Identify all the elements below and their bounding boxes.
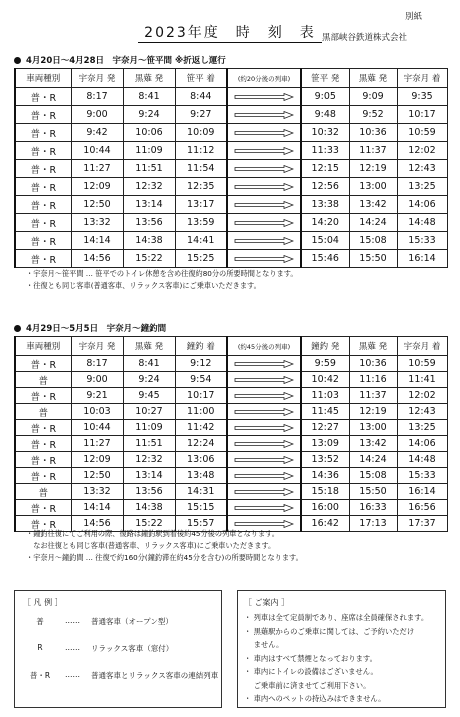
timetable-section1 (14, 68, 448, 268)
time-cell: 13:52 (301, 452, 349, 468)
time-cell: 15:50 (349, 250, 397, 268)
time-cell: 9:48 (301, 106, 349, 124)
column-header: 笹平 発 (301, 69, 349, 88)
time-cell: 9:21 (71, 388, 123, 404)
time-cell: 13:25 (397, 420, 447, 436)
car-type-cell: 普・R (15, 178, 71, 196)
arrow-cell (227, 468, 301, 484)
page-title: 2023年度 時 刻 表 (0, 22, 460, 42)
time-cell: 15:33 (397, 232, 447, 250)
legend-dots: …… (65, 643, 80, 652)
time-cell: 8:17 (71, 88, 123, 106)
time-cell: 11:51 (123, 436, 175, 452)
section1-heading: 4月20日～4月28日 宇奈月～笹平間 ※折返し運行 (14, 54, 226, 66)
time-cell: 15:15 (175, 500, 227, 516)
car-type-cell: 普 (15, 404, 71, 420)
arrow-right-icon (234, 219, 294, 227)
time-cell: 16:14 (397, 250, 447, 268)
legend-dots: …… (65, 616, 80, 625)
arrow-right-icon (234, 488, 294, 496)
time-cell: 9:42 (71, 124, 123, 142)
note-line: ・鐘釣往復にてご利用の際、復路は鐘釣駅到着後約45分後の列車となります。 (26, 529, 279, 538)
legend-title: ［ 凡 例 ］ (23, 598, 63, 607)
column-header: 宇奈月 着 (397, 337, 447, 356)
time-cell: 8:41 (123, 356, 175, 372)
time-cell: 16:14 (397, 484, 447, 500)
time-cell: 14:31 (175, 484, 227, 500)
time-cell: 13:32 (71, 484, 123, 500)
car-type-cell: 普・R (15, 214, 71, 232)
legend-desc: リラックス客車（窓付） (91, 644, 174, 653)
column-header: 車両種別 (15, 69, 71, 88)
section2-notes (26, 528, 446, 564)
time-cell: 9:00 (71, 372, 123, 388)
car-type-cell: 普・R (15, 356, 71, 372)
table-row (15, 356, 447, 372)
legend-box (14, 590, 222, 708)
time-cell: 12:27 (301, 420, 349, 436)
legend-desc: 普通客車（オープン型） (91, 617, 173, 626)
arrow-right-icon (234, 129, 294, 137)
table-row (15, 88, 447, 106)
car-type-cell: 普・R (15, 420, 71, 436)
guide-item: ・ 車内へのペットの持込みはできません。 (244, 694, 386, 703)
time-cell: 10:27 (123, 404, 175, 420)
column-header: 黒薙 発 (123, 337, 175, 356)
time-cell: 10:03 (71, 404, 123, 420)
interval-note-header: (約20分後の列車) (227, 69, 301, 88)
time-cell: 12:15 (301, 160, 349, 178)
table-row (15, 106, 447, 124)
car-type-cell: 普・R (15, 452, 71, 468)
time-cell: 14:56 (71, 250, 123, 268)
arrow-cell (227, 88, 301, 106)
time-cell: 11:27 (71, 436, 123, 452)
arrow-right-icon (234, 440, 294, 448)
table-row (15, 178, 447, 196)
arrow-cell (227, 404, 301, 420)
arrow-right-icon (234, 183, 294, 191)
time-cell: 13:17 (175, 196, 227, 214)
time-cell: 9:45 (123, 388, 175, 404)
time-cell: 11:54 (175, 160, 227, 178)
arrow-cell (227, 124, 301, 142)
table-row (15, 250, 447, 268)
arrow-cell (227, 356, 301, 372)
time-cell: 11:45 (301, 404, 349, 420)
time-cell: 8:41 (123, 88, 175, 106)
table-row (15, 468, 447, 484)
time-cell: 12:24 (175, 436, 227, 452)
arrow-right-icon (234, 201, 294, 209)
time-cell: 13:25 (397, 178, 447, 196)
time-cell: 15:04 (301, 232, 349, 250)
car-type-cell: 普・R (15, 516, 71, 532)
table-row (15, 436, 447, 452)
arrow-cell (227, 484, 301, 500)
arrow-cell (227, 452, 301, 468)
car-type-cell: 普・R (15, 468, 71, 484)
car-type-cell: 普・R (15, 142, 71, 160)
time-cell: 17:37 (397, 516, 447, 532)
interval-note-header: (約45分後の列車) (227, 337, 301, 356)
arrow-right-icon (234, 147, 294, 155)
time-cell: 15:08 (349, 468, 397, 484)
time-cell: 10:44 (71, 420, 123, 436)
column-header: 笹平 着 (175, 69, 227, 88)
arrow-right-icon (234, 376, 294, 384)
time-cell: 11:27 (71, 160, 123, 178)
arrow-cell (227, 420, 301, 436)
time-cell: 9:12 (175, 356, 227, 372)
time-cell: 15:57 (175, 516, 227, 532)
time-cell: 10:36 (349, 124, 397, 142)
table-row (15, 196, 447, 214)
arrow-cell (227, 500, 301, 516)
time-cell: 10:36 (349, 356, 397, 372)
time-cell: 9:54 (175, 372, 227, 388)
time-cell: 14:38 (123, 232, 175, 250)
car-type-cell: 普・R (15, 88, 71, 106)
guide-item: ません。 (244, 640, 284, 649)
time-cell: 13:42 (349, 196, 397, 214)
time-cell: 12:50 (71, 196, 123, 214)
column-header: 黒薙 発 (349, 337, 397, 356)
time-cell: 9:35 (397, 88, 447, 106)
time-cell: 9:09 (349, 88, 397, 106)
car-type-cell: 普・R (15, 436, 71, 452)
column-header: 宇奈月 着 (397, 69, 447, 88)
time-cell: 15:50 (349, 484, 397, 500)
time-cell: 9:05 (301, 88, 349, 106)
time-cell: 14:41 (175, 232, 227, 250)
time-cell: 14:48 (397, 214, 447, 232)
table-row (15, 160, 447, 178)
time-cell: 10:42 (301, 372, 349, 388)
section2-heading: 4月29日～5月5日 宇奈月～鐘釣間 (14, 322, 166, 334)
note-line: ・往復とも同じ客車(普通客車、リラックス客車)にご乗車いただきます。 (26, 281, 261, 290)
car-type-cell: 普 (15, 372, 71, 388)
table-row (15, 214, 447, 232)
car-type-cell: 普・R (15, 500, 71, 516)
time-cell: 14:56 (71, 516, 123, 532)
car-type-cell: 普・R (15, 232, 71, 250)
time-cell: 13:14 (123, 468, 175, 484)
arrow-cell (227, 250, 301, 268)
legend-dots: …… (65, 670, 80, 679)
time-cell: 11:42 (175, 420, 227, 436)
time-cell: 13:56 (123, 484, 175, 500)
time-cell: 15:08 (349, 232, 397, 250)
arrow-right-icon (234, 165, 294, 173)
time-cell: 14:20 (301, 214, 349, 232)
car-type-cell: 普・R (15, 250, 71, 268)
time-cell: 14:06 (397, 436, 447, 452)
time-cell: 12:09 (71, 452, 123, 468)
arrow-right-icon (234, 456, 294, 464)
time-cell: 10:17 (397, 106, 447, 124)
arrow-right-icon (234, 93, 294, 101)
column-header: 黒薙 発 (349, 69, 397, 88)
car-type-cell: 普・R (15, 106, 71, 124)
time-cell: 10:17 (175, 388, 227, 404)
guide-list (244, 611, 428, 706)
time-cell: 8:44 (175, 88, 227, 106)
arrow-cell (227, 372, 301, 388)
car-type-cell: 普 (15, 484, 71, 500)
time-cell: 12:32 (123, 452, 175, 468)
table-row (15, 388, 447, 404)
section1-notes (26, 268, 446, 292)
guide-item: ・ 列車は全て定員制であり、座席は全員確保されます。 (244, 613, 429, 622)
time-cell: 13:32 (71, 214, 123, 232)
time-cell: 11:37 (349, 142, 397, 160)
legend-code: 普・R (29, 671, 51, 680)
time-cell: 14:24 (349, 452, 397, 468)
note-line: ・宇奈月～鐘釣間 … 往復で約160分(鐘釣滞在約45分を含む)の所要時間となります。 (26, 553, 303, 562)
time-cell: 15:18 (301, 484, 349, 500)
time-cell: 15:22 (123, 250, 175, 268)
time-cell: 15:33 (397, 468, 447, 484)
time-cell: 14:38 (123, 500, 175, 516)
guide-item: ・ 黒薙駅からのご乗車に関しては、ご予約いただけ (244, 626, 415, 636)
arrow-right-icon (234, 237, 294, 245)
time-cell: 13:00 (349, 420, 397, 436)
arrow-cell (227, 214, 301, 232)
car-type-cell: 普・R (15, 196, 71, 214)
arrow-cell (227, 178, 301, 196)
time-cell: 11:09 (123, 142, 175, 160)
time-cell: 10:06 (123, 124, 175, 142)
time-cell: 14:48 (397, 452, 447, 468)
car-type-cell: 普・R (15, 124, 71, 142)
arrow-cell (227, 142, 301, 160)
table-row (15, 404, 447, 420)
time-cell: 14:14 (71, 500, 123, 516)
time-cell: 12:02 (397, 142, 447, 160)
time-cell: 13:42 (349, 436, 397, 452)
time-cell: 9:24 (123, 106, 175, 124)
table-row (15, 372, 447, 388)
table-row (15, 124, 447, 142)
arrow-cell (227, 436, 301, 452)
time-cell: 15:22 (123, 516, 175, 532)
arrow-cell (227, 196, 301, 214)
time-cell: 11:51 (123, 160, 175, 178)
time-cell: 11:03 (301, 388, 349, 404)
legend-desc: 普通客車とリラックス客車の連結列車 (91, 671, 219, 680)
arrow-right-icon (234, 504, 294, 512)
time-cell: 13:59 (175, 214, 227, 232)
time-cell: 9:52 (349, 106, 397, 124)
note-line: ・宇奈月～笹平間 … 笹平でのトイレ休憩を含め往復約80分の所要時間となります。 (26, 269, 298, 278)
arrow-right-icon (234, 255, 294, 263)
time-cell: 12:50 (71, 468, 123, 484)
legend-code: R (37, 643, 43, 652)
time-cell: 11:41 (397, 372, 447, 388)
time-cell: 12:35 (175, 178, 227, 196)
column-header: 宇奈月 発 (71, 69, 123, 88)
column-header: 車両種別 (15, 337, 71, 356)
column-header: 黒薙 発 (123, 69, 175, 88)
time-cell: 11:16 (349, 372, 397, 388)
appendix-label: 別紙 (405, 12, 423, 22)
guide-item: ご乗車前に済ませてご利用下さい。 (244, 680, 371, 690)
time-cell: 14:24 (349, 214, 397, 232)
company-name: 黒部峡谷鉄道株式会社 (322, 33, 408, 43)
time-cell: 10:09 (175, 124, 227, 142)
time-cell: 14:06 (397, 196, 447, 214)
table-row (15, 420, 447, 436)
arrow-right-icon (234, 520, 294, 528)
time-cell: 12:43 (397, 404, 447, 420)
time-cell: 13:00 (349, 178, 397, 196)
table-row (15, 232, 447, 250)
time-cell: 12:19 (349, 160, 397, 178)
time-cell: 13:06 (175, 452, 227, 468)
time-cell: 15:46 (301, 250, 349, 268)
time-cell: 12:09 (71, 178, 123, 196)
time-cell: 16:56 (397, 500, 447, 516)
guide-title: ［ ご案内 ］ (244, 598, 290, 607)
car-type-cell: 普・R (15, 388, 71, 404)
time-cell: 13:48 (175, 468, 227, 484)
arrow-right-icon (234, 392, 294, 400)
time-cell: 10:59 (397, 124, 447, 142)
note-line: なお往復とも同じ客車(普通客車、リラックス客車)にご乗車いただきます。 (26, 541, 276, 550)
time-cell: 17:13 (349, 516, 397, 532)
column-header: 宇奈月 発 (71, 337, 123, 356)
arrow-right-icon (234, 111, 294, 119)
time-cell: 9:00 (71, 106, 123, 124)
time-cell: 16:33 (349, 500, 397, 516)
time-cell: 13:14 (123, 196, 175, 214)
bullet-icon (14, 325, 21, 332)
time-cell: 15:25 (175, 250, 227, 268)
time-cell: 11:00 (175, 404, 227, 420)
arrow-right-icon (234, 424, 294, 432)
time-cell: 13:38 (301, 196, 349, 214)
guide-box (237, 590, 446, 708)
time-cell: 11:33 (301, 142, 349, 160)
time-cell: 13:09 (301, 436, 349, 452)
time-cell: 8:17 (71, 356, 123, 372)
time-cell: 10:44 (71, 142, 123, 160)
arrow-cell (227, 232, 301, 250)
table-row (15, 452, 447, 468)
column-header: 鐘釣 発 (301, 337, 349, 356)
table-row (15, 484, 447, 500)
table-row (15, 142, 447, 160)
time-cell: 9:59 (301, 356, 349, 372)
arrow-cell (227, 106, 301, 124)
time-cell: 13:56 (123, 214, 175, 232)
time-cell: 12:19 (349, 404, 397, 420)
time-cell: 11:12 (175, 142, 227, 160)
time-cell: 12:32 (123, 178, 175, 196)
guide-item: ・ 車内にトイレの設備はございません。 (244, 667, 378, 676)
time-cell: 11:37 (349, 388, 397, 404)
time-cell: 12:43 (397, 160, 447, 178)
time-cell: 9:24 (123, 372, 175, 388)
guide-item: ・ 車内はすべて禁煙となっております。 (244, 653, 377, 663)
car-type-cell: 普・R (15, 160, 71, 178)
time-cell: 14:14 (71, 232, 123, 250)
time-cell: 12:02 (397, 388, 447, 404)
arrow-right-icon (234, 408, 294, 416)
time-cell: 16:42 (301, 516, 349, 532)
arrow-right-icon (234, 472, 294, 480)
bullet-icon (14, 57, 21, 64)
timetable-section2 (14, 336, 448, 532)
column-header: 鐘釣 着 (175, 337, 227, 356)
time-cell: 12:56 (301, 178, 349, 196)
legend-code: 普 (36, 617, 44, 626)
arrow-right-icon (234, 360, 294, 368)
time-cell: 11:09 (123, 420, 175, 436)
arrow-cell (227, 160, 301, 178)
time-cell: 16:00 (301, 500, 349, 516)
arrow-cell (227, 388, 301, 404)
time-cell: 10:59 (397, 356, 447, 372)
time-cell: 10:32 (301, 124, 349, 142)
time-cell: 14:36 (301, 468, 349, 484)
table-row (15, 500, 447, 516)
time-cell: 9:27 (175, 106, 227, 124)
